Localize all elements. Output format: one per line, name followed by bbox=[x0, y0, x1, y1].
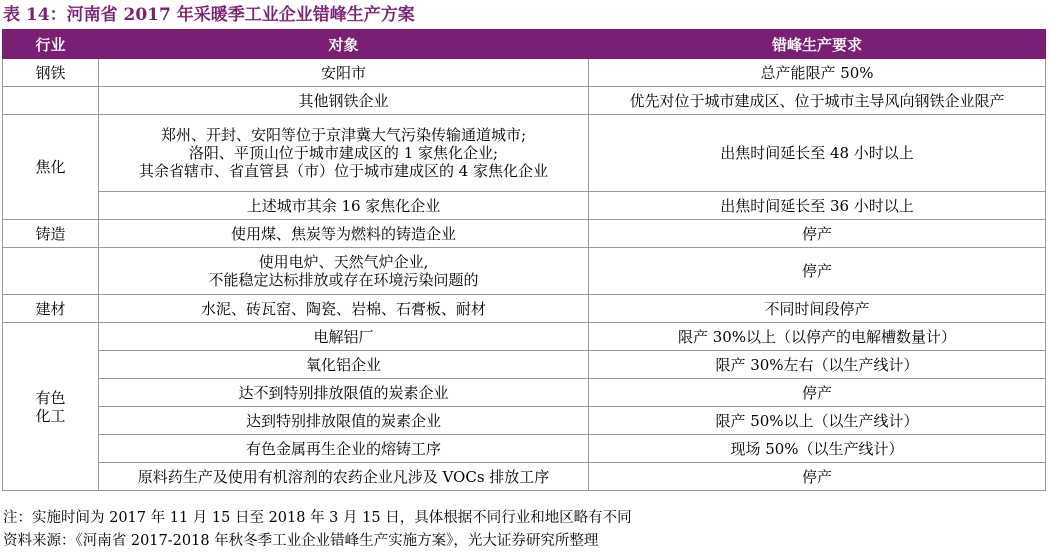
table-row bbox=[3, 351, 1046, 379]
object-line: 洛阳、平顶山位于城市建成区的 1 家焦化企业; bbox=[188, 144, 499, 162]
object-cell: 原料药生产及使用有机溶剂的农药企业凡涉及 VOCs 排放工序 bbox=[99, 463, 589, 491]
industry-cell: 铸造 bbox=[3, 220, 99, 248]
industry-cell: 焦化 bbox=[3, 115, 99, 220]
industry-line: 有色 bbox=[35, 388, 66, 407]
table-header-row bbox=[3, 30, 1046, 59]
table-row bbox=[3, 379, 1046, 407]
table-row bbox=[3, 463, 1046, 491]
industry-cell-empty bbox=[3, 248, 99, 295]
object-cell: 有色金属再生企业的熔铸工序 bbox=[99, 435, 589, 463]
object-cell: 电解铝厂 bbox=[99, 323, 589, 351]
table-row bbox=[3, 295, 1046, 323]
requirement-cell: 出焦时间延长至 36 小时以上 bbox=[589, 192, 1046, 220]
source-note: 资料来源：《河南省 2017-2018 年秋冬季工业企业错峰生产实施方案》，光大证券研究所整理 bbox=[3, 533, 599, 549]
table-row bbox=[3, 407, 1046, 435]
object-cell: 其他钢铁企业 bbox=[99, 87, 589, 115]
requirement-cell: 出焦时间延长至 48 小时以上 bbox=[589, 115, 1046, 192]
object-cell: 达不到特别排放限值的炭素企业 bbox=[99, 379, 589, 407]
table-row bbox=[3, 435, 1046, 463]
requirement-cell: 不同时间段停产 bbox=[589, 295, 1046, 323]
industry-cell: 建材 bbox=[3, 295, 99, 323]
table-row bbox=[3, 248, 1046, 295]
footnote: 注：实施时间为 2017 年 11 月 15 日至 2018 年 3 月 15 日，具体根据不同行业和地区略有不同 bbox=[3, 510, 632, 526]
object-cell: 安阳市 bbox=[99, 59, 589, 87]
requirement-cell: 停产 bbox=[589, 463, 1046, 491]
industry-cell bbox=[3, 323, 99, 491]
requirement-cell: 限产 50%以上（以生产线计） bbox=[589, 407, 1046, 435]
requirement-cell: 限产 30%以上（以停产的电解槽数量计） bbox=[589, 323, 1046, 351]
industry-cell-empty bbox=[3, 87, 99, 115]
requirement-cell: 限产 30%左右（以生产线计） bbox=[589, 351, 1046, 379]
requirement-cell: 停产 bbox=[589, 248, 1046, 295]
table-row bbox=[3, 59, 1046, 87]
requirement-cell: 优先对位于城市建成区、位于城市主导风向钢铁企业限产 bbox=[589, 87, 1046, 115]
object-cell: 达到特别排放限值的炭素企业 bbox=[99, 407, 589, 435]
requirement-cell: 停产 bbox=[589, 220, 1046, 248]
object-cell: 使用煤、焦炭等为燃料的铸造企业 bbox=[99, 220, 589, 248]
requirement-cell: 停产 bbox=[589, 379, 1046, 407]
production-plan-table bbox=[2, 29, 1046, 491]
object-line: 郑州、开封、安阳等位于京津冀大气污染传输通道城市; bbox=[160, 126, 527, 144]
requirement-cell: 总产能限产 50% bbox=[589, 59, 1046, 87]
table-title: 表 14：河南省 2017 年采暖季工业企业错峰生产方案 bbox=[3, 5, 415, 25]
header-object: 对象 bbox=[99, 30, 589, 59]
header-industry: 行业 bbox=[3, 30, 99, 59]
table-row bbox=[3, 323, 1046, 351]
object-line: 使用电炉、天然气炉企业, bbox=[258, 253, 429, 271]
table-row bbox=[3, 220, 1046, 248]
object-cell: 水泥、砖瓦窑、陶瓷、岩棉、石膏板、耐材 bbox=[99, 295, 589, 323]
industry-line: 化工 bbox=[35, 406, 66, 425]
industry-cell: 钢铁 bbox=[3, 59, 99, 87]
table-row bbox=[3, 115, 1046, 192]
header-requirement: 错峰生产要求 bbox=[589, 30, 1046, 59]
object-line: 其余省辖市、省直管县（市）位于城市建成区的 4 家焦化企业 bbox=[138, 162, 549, 180]
table-row bbox=[3, 87, 1046, 115]
object-cell: 上述城市其余 16 家焦化企业 bbox=[99, 192, 589, 220]
object-cell bbox=[99, 115, 589, 192]
requirement-cell: 现场 50%（以生产线计） bbox=[589, 435, 1046, 463]
table-row bbox=[3, 192, 1046, 220]
object-line: 不能稳定达标排放或存在环境污染问题的 bbox=[208, 271, 479, 289]
object-cell bbox=[99, 248, 589, 295]
object-cell: 氧化铝企业 bbox=[99, 351, 589, 379]
